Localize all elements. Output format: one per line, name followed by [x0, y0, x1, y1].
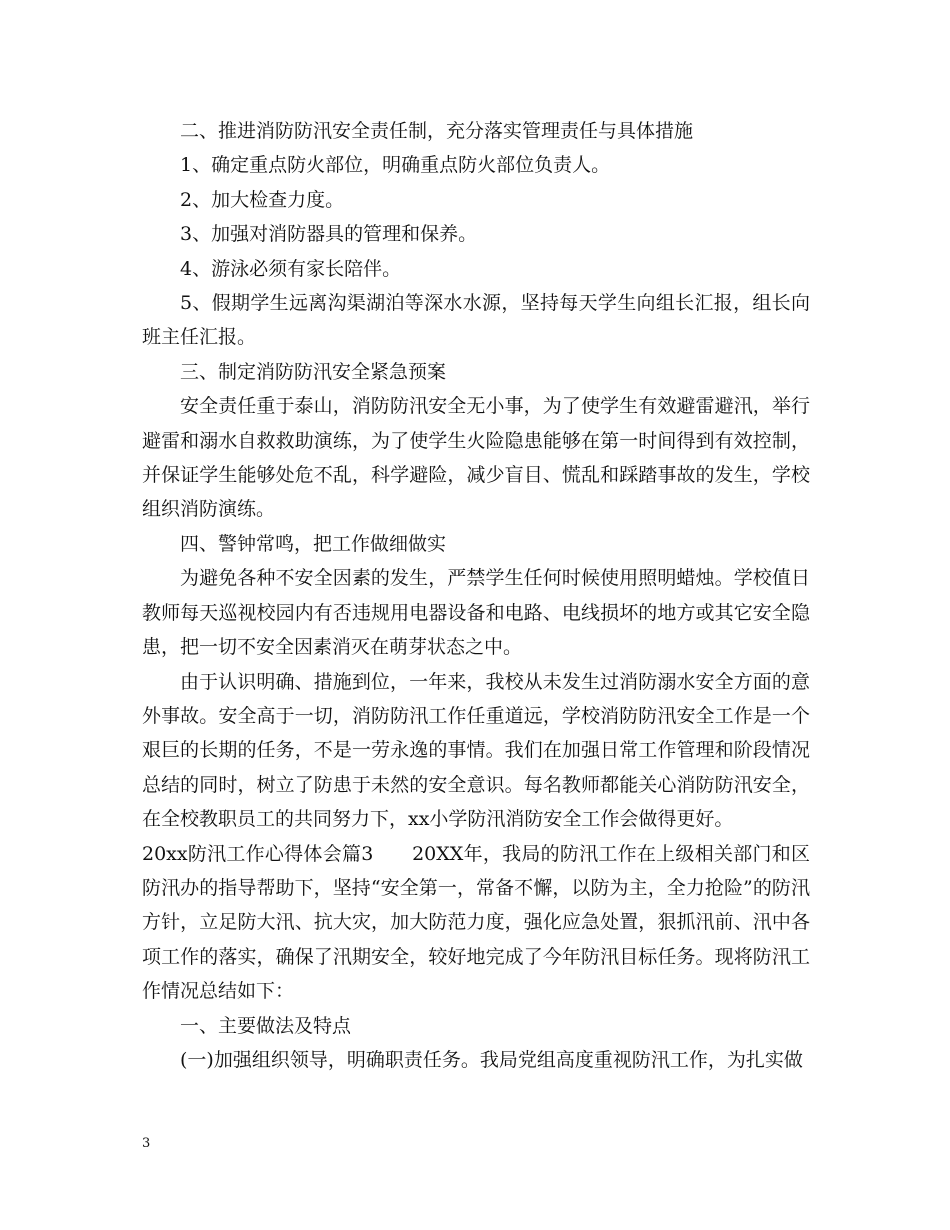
list-item-1: 1、确定重点防火部位，明确重点防火部位负责人。: [180, 154, 611, 177]
list-item-5: 5、假期学生远离沟渠湖泊等深水水源，坚持每天学生向组长汇报，组长向班主任汇报。: [142, 292, 810, 349]
list-item-2: 2、加大检查力度。: [180, 188, 345, 211]
body-paragraph: 由于认识明确、措施到位，一年来，我校从未发生过消防溺水安全方面的意外事故。安全高于一切，消防防汛工作任重道远，学校消防防汛安全工作是一个艰巨的长期的任务，不是一劳永逸的事情。我们在加强日常工作管理和阶段情况总结的同时，树立了防患于未然的安全意识。每名教师都能关心消防防汛安全，在全校教职员工的共同努力下，xx小学防汛消防安全工作会做得更好。: [142, 670, 810, 831]
section-heading-1: 一、主要做法及特点: [180, 1014, 352, 1037]
section-heading-3: 三、制定消防防汛安全紧急预案: [180, 360, 447, 383]
document-body: [142, 114, 810, 1077]
article-3-intro: 20xx防汛工作心得体会篇3 20XX年，我局的防汛工作在上级相关部门和区防汛办的指导帮助下，坚持“安全第一，常备不懈，以防为主，全力抢险”的防汛方针，立足防大汛、抗大灾，加大防范力度，强化应急处置，狠抓汛前、汛中各项工作的落实，确保了汛期安全，较好地完成了今年防汛目标任务。现将防汛工作情况总结如下：: [142, 842, 810, 1003]
body-paragraph: (一)加强组织领导，明确职责任务。我局党组高度重视防汛工作，为扎实做: [180, 1048, 803, 1071]
section-heading-4: 四、警钟常鸣，把工作做细做实: [180, 532, 447, 555]
list-item-3: 3、加强对消防器具的管理和保养。: [180, 223, 478, 246]
list-item-4: 4、游泳必须有家长陪伴。: [180, 257, 402, 280]
body-paragraph: 为避免各种不安全因素的发生，严禁学生任何时候使用照明蜡烛。学校值日教师每天巡视校园内有否违规用电器设备和电路、电线损坏的地方或其它安全隐患，把一切不安全因素消灭在萌芽状态之中。: [142, 567, 810, 659]
body-paragraph: 安全责任重于泰山，消防防汛安全无小事，为了使学生有效避雷避汛，举行避雷和溺水自救救助演练，为了使学生火险隐患能够在第一时间得到有效控制，并保证学生能够处危不乱，科学避险，减少盲目、慌乱和踩踏事故的发生，学校组织消防演练。: [142, 395, 810, 521]
section-heading-2: 二、推进消防防汛安全责任制，充分落实管理责任与具体措施: [180, 120, 694, 142]
page-number: 3: [142, 1136, 151, 1151]
